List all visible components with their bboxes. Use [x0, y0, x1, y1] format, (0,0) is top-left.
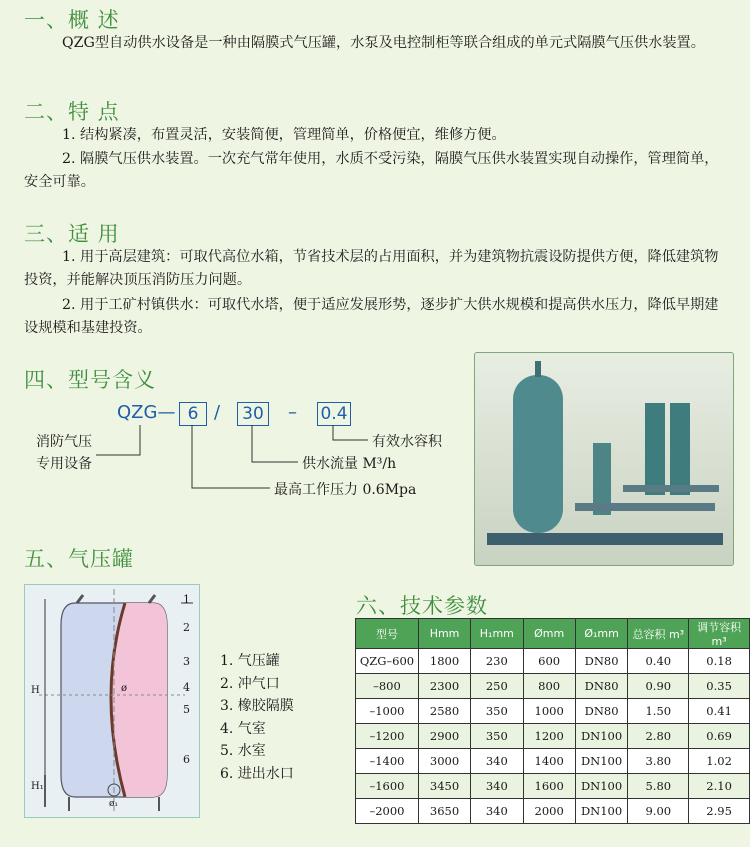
table-cell: –1000: [356, 699, 419, 724]
callout-5: 5: [183, 703, 190, 716]
table-cell: 3450: [418, 774, 470, 799]
table-cell: 5.80: [628, 774, 689, 799]
model-code-prefix: QZG—: [117, 402, 176, 423]
table-cell: DN100: [575, 774, 628, 799]
legend-item-6: 6. 进出水口: [220, 765, 294, 782]
label-flow: 供水流量 M³/h: [302, 456, 397, 472]
table-cell: DN80: [575, 699, 628, 724]
table-cell: 0.69: [689, 724, 750, 749]
table-cell: 340: [471, 799, 523, 824]
table-cell: DN80: [575, 649, 628, 674]
table-cell: 1000: [523, 699, 575, 724]
table-row: [356, 724, 750, 749]
model-box-volume: 0.4: [317, 402, 351, 426]
table-cell: 250: [471, 674, 523, 699]
table-cell: 1400: [523, 749, 575, 774]
model-slash: /: [214, 402, 221, 423]
table-cell: 3650: [418, 799, 470, 824]
dim-h1: H₁: [31, 781, 44, 792]
label-fire-line1: 消防气压: [36, 434, 92, 450]
table-cell: 340: [471, 774, 523, 799]
table-cell: –2000: [356, 799, 419, 824]
applications-item-2: 2. 用于工矿村镇供水：可取代水塔，便于适应发展形势，逐步扩大供水规模和提高供水压力，降低早期建设规模和基建投资。: [24, 297, 719, 336]
table-row: [356, 799, 750, 824]
section-title-model-meaning: 四、型号含义: [24, 368, 156, 392]
specs-header-cell: 调节容积 m³: [689, 619, 750, 649]
table-cell: 1800: [418, 649, 470, 674]
table-cell: 3.80: [628, 749, 689, 774]
table-cell: 1200: [523, 724, 575, 749]
table-cell: DN80: [575, 674, 628, 699]
table-cell: 2300: [418, 674, 470, 699]
table-row: [356, 749, 750, 774]
features-item-1: 1. 结构紧凑，布置灵活，安装简便，管理简单，价格便宜，维修方便。: [62, 127, 506, 143]
callout-1: 1: [183, 593, 190, 606]
dim-diameter1: ø₁: [109, 799, 119, 809]
table-cell: 0.90: [628, 674, 689, 699]
model-dash: –: [288, 402, 297, 423]
section-title-applications: 三、适 用: [24, 222, 120, 246]
specs-header-cell: 总容积 m³: [628, 619, 689, 649]
table-row: [356, 649, 750, 674]
table-cell: DN100: [575, 799, 628, 824]
applications-item-1: 1. 用于高层建筑：可取代高位水箱，节省技术层的占用面积，并为建筑物抗震设防提供方便，降低建筑物投资，并能解决顶压消防压力问题。: [24, 249, 719, 288]
table-cell: 340: [471, 749, 523, 774]
table-cell: 600: [523, 649, 575, 674]
table-cell: 3000: [418, 749, 470, 774]
features-item-2: 2. 隔膜气压供水装置。一次充气常年使用，水质不受污染，隔膜气压供水装置实现自动操作，管理简单，安全可靠。: [24, 151, 719, 190]
tank-drawing: [25, 585, 199, 817]
table-cell: 1600: [523, 774, 575, 799]
table-cell: 0.18: [689, 649, 750, 674]
callout-3: 3: [183, 655, 190, 668]
section-title-features: 二、特 点: [24, 100, 120, 124]
table-cell: 2.95: [689, 799, 750, 824]
callout-2: 2: [183, 621, 190, 634]
specs-header-cell: Ømm: [523, 619, 575, 649]
table-cell: –1400: [356, 749, 419, 774]
specs-table: [355, 618, 750, 824]
table-row: [356, 674, 750, 699]
specs-header-row: [356, 619, 750, 649]
table-cell: 350: [471, 699, 523, 724]
legend-item-4: 4. 气室: [220, 720, 266, 737]
legend-item-2: 2. 冲气口: [220, 675, 280, 692]
specs-header-cell: H₁mm: [471, 619, 523, 649]
section-title-overview: 一、概 述: [24, 8, 120, 32]
label-effective-volume: 有效水容积: [372, 434, 442, 450]
section-title-specs: 六、技术参数: [356, 594, 488, 618]
table-cell: DN100: [575, 724, 628, 749]
model-box-pressure: 6: [179, 402, 207, 426]
dim-diameter: ø: [121, 683, 128, 694]
callout-4: 4: [183, 681, 190, 694]
model-box-flow: 30: [237, 402, 269, 426]
label-fire-line2: 专用设备: [36, 456, 92, 472]
table-cell: 800: [523, 674, 575, 699]
table-cell: QZG–600: [356, 649, 419, 674]
legend-item-5: 5. 水室: [220, 743, 266, 759]
table-cell: 0.40: [628, 649, 689, 674]
table-cell: –800: [356, 674, 419, 699]
table-cell: 2000: [523, 799, 575, 824]
table-cell: 0.35: [689, 674, 750, 699]
table-cell: 1.02: [689, 749, 750, 774]
specs-header-cell: 型号: [356, 619, 419, 649]
table-row: [356, 699, 750, 724]
section-title-tank: 五、气压罐: [24, 547, 134, 571]
equipment-photo: [474, 352, 734, 566]
dim-h: H: [31, 685, 40, 696]
table-cell: 230: [471, 649, 523, 674]
table-cell: 2580: [418, 699, 470, 724]
table-cell: –1600: [356, 774, 419, 799]
table-cell: 2.80: [628, 724, 689, 749]
specs-header-cell: Ø₁mm: [575, 619, 628, 649]
table-row: [356, 774, 750, 799]
table-cell: 1.50: [628, 699, 689, 724]
label-pressure: 最高工作压力 0.6Mpa: [274, 482, 417, 498]
legend-item-3: 3. 橡胶隔膜: [220, 698, 294, 714]
callout-6: 6: [183, 753, 190, 766]
table-cell: –1200: [356, 724, 419, 749]
table-cell: 2900: [418, 724, 470, 749]
table-cell: 2.10: [689, 774, 750, 799]
legend-item-1: 1. 气压罐: [220, 653, 280, 669]
table-cell: 350: [471, 724, 523, 749]
table-cell: 0.41: [689, 699, 750, 724]
table-cell: 9.00: [628, 799, 689, 824]
table-cell: DN100: [575, 749, 628, 774]
tank-legend: [220, 650, 294, 785]
specs-header-cell: Hmm: [418, 619, 470, 649]
equipment-illustration: [475, 353, 733, 565]
tank-diagram: [24, 584, 200, 818]
overview-text: QZG型自动供水设备是一种由隔膜式气压罐，水泵及电控制柜等联合组成的单元式隔膜气压供水装置。: [62, 35, 705, 51]
